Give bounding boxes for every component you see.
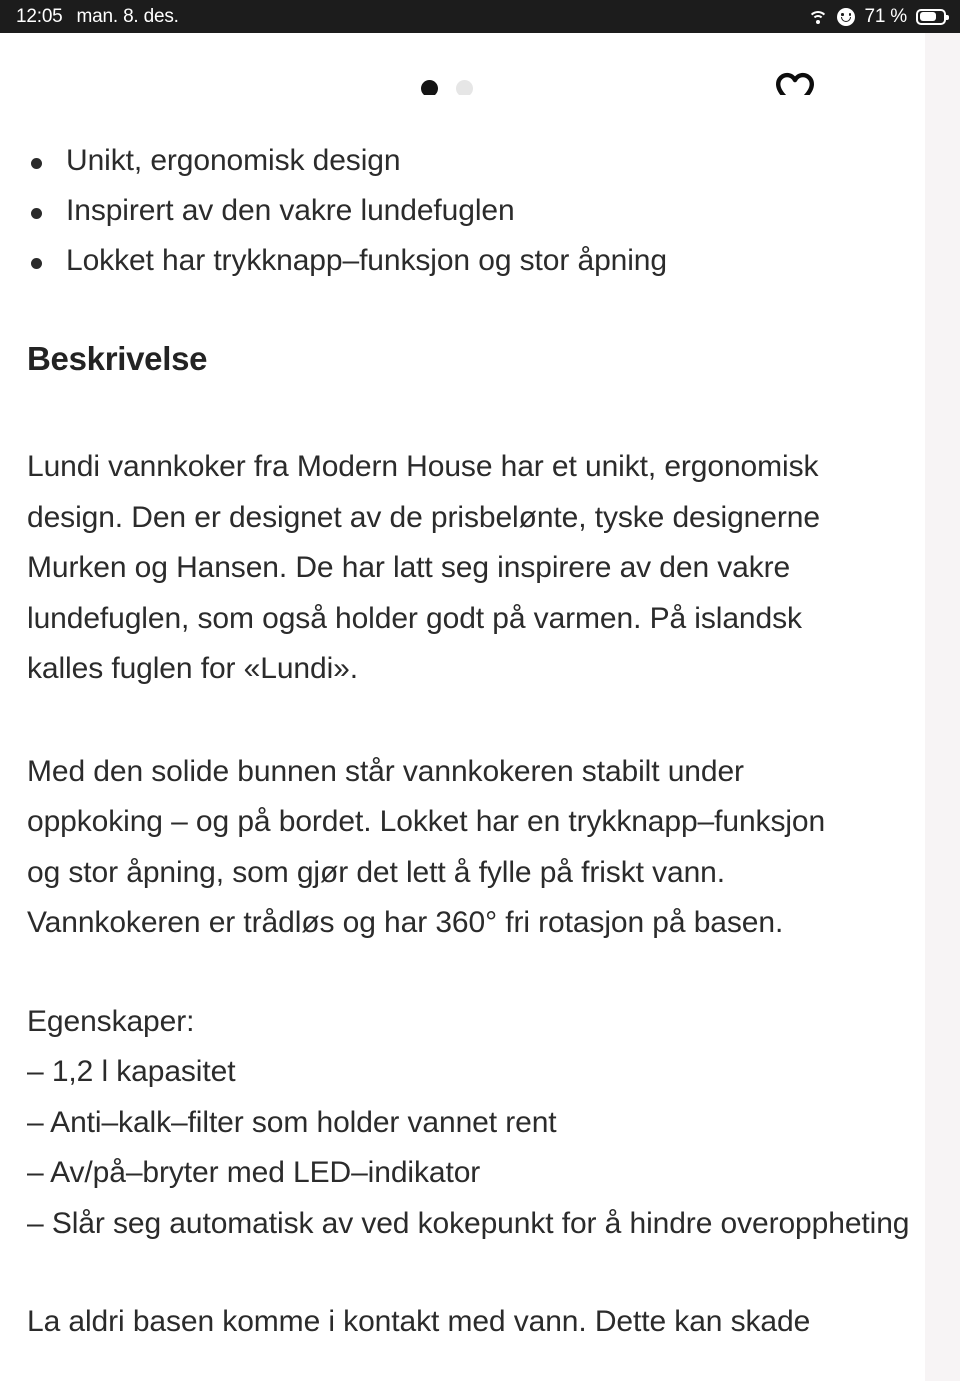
battery-icon <box>916 9 946 25</box>
status-bar-left <box>16 6 179 28</box>
cut-off-paragraph: La aldri basen komme i kontakt med vann. Dette kan skade <box>27 1305 811 1338</box>
spec-item: – 1,2 l kapasitet <box>27 1055 236 1088</box>
description-paragraph: Lundi vannkoker fra Modern House har et unikt, ergonomisk design. Den er designet av de prisbelønte, tyske designerne Murken og Hansen. De har latt seg inspirere av den vakre lundefuglen, som også holder godt på varmen. På islandsk kalles fuglen for «Lundi». <box>27 450 820 685</box>
gallery-top-bar <box>0 33 925 95</box>
side-panel-edge <box>925 33 960 1381</box>
description-heading: Beskrivelse <box>27 340 208 377</box>
battery-percent: 71 % <box>864 5 907 27</box>
highlight-item: Lokket har trykknapp–funksjon og stor åpning <box>0 236 925 286</box>
face-id-icon <box>837 8 855 26</box>
specs-list <box>27 997 925 1250</box>
spec-item: – Anti–kalk–filter som holder vannet rent <box>27 1105 557 1139</box>
highlights-list <box>0 136 925 286</box>
status-bar-right <box>807 6 946 28</box>
spec-item: – Slår seg automatisk av ved kokepunkt for å hindre overoppheting <box>27 1206 910 1240</box>
specs-label: Egenskaper: <box>27 1004 195 1038</box>
highlight-item: Inspirert av den vakre lundefuglen <box>0 186 925 236</box>
status-bar <box>0 0 960 33</box>
status-time: 12:05 <box>16 5 63 27</box>
product-description-content <box>0 95 925 1381</box>
highlight-item: Unikt, ergonomisk design <box>0 136 925 186</box>
wifi-icon <box>807 9 828 25</box>
description-paragraph: Med den solide bunnen står vannkokeren stabilt under oppkoking – og på bordet. Lokket har en trykknapp–funksjon og stor åpning, som gjør det lett å fylle på friskt vann. Vannkokeren er trådløs og har 360° fri rotasjon på basen. <box>27 754 826 939</box>
status-date: man. 8. des. <box>76 5 179 27</box>
spec-item: – Av/på–bryter med LED–indikator <box>27 1156 481 1189</box>
